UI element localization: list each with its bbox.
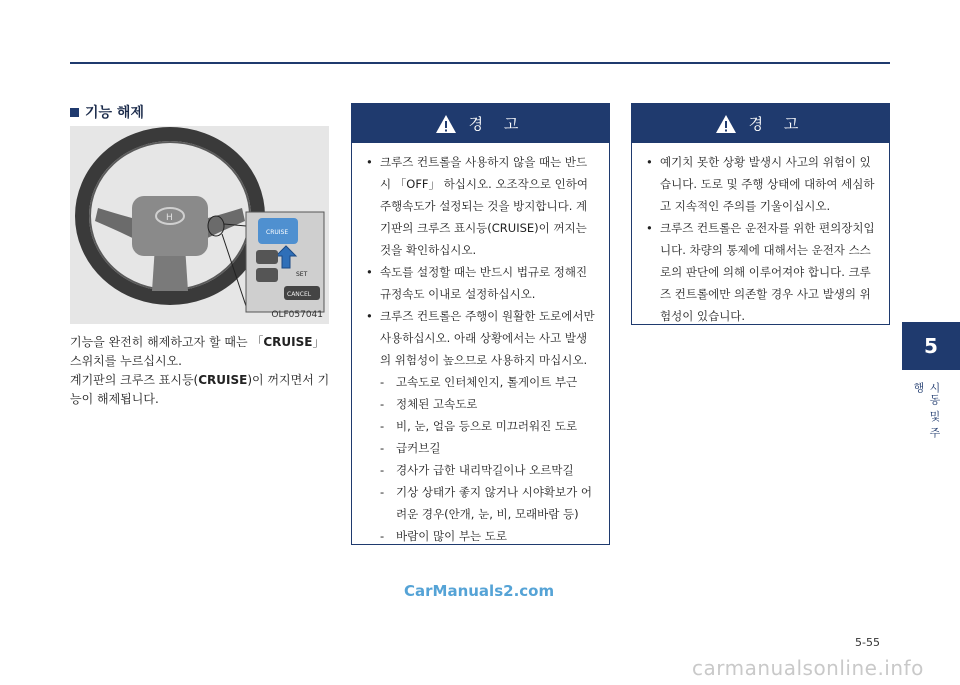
warning-header-1 xyxy=(352,104,609,143)
warning-title-2: 경 고 xyxy=(748,115,807,133)
body-paragraph-2: 계기판의 크루즈 표시등(CRUISE)이 꺼지면서 기능이 해제됩니다. xyxy=(70,373,330,406)
warning-triangle-icon xyxy=(715,114,737,134)
situation-item: - 기상 상태가 좋지 않거나 시야확보가 어려운 경우(안개, 눈, 비, 모래바람 등) xyxy=(380,481,597,525)
warning-item: • 속도를 설정할 때는 반드시 법규로 정해진 규정속도 이내로 설정하십시오. xyxy=(366,261,597,305)
warning-item: • 크루즈 컨트롤은 운전자를 위한 편의장치입니다. 차량의 통제에 대해서는 운전자 스스로의 판단에 의해 이루어져야 합니다. 크루즈 컨트롤에만 의존할 경우 사고 발생의 위험성이 있습니다. xyxy=(646,217,877,327)
section-title: 기능 해제 xyxy=(85,105,144,121)
body-paragraph-1: 기능을 완전히 해제하고자 할 때는 「CRUISE」 스위치를 누르십시오. xyxy=(70,335,325,368)
section-heading xyxy=(70,102,144,122)
warning-item: • 크루즈 컨트롤은 주행이 원활한 도로에서만 사용하십시오. 아래 상황에서는 사고 발생의 위험성이 높으므로 사용하지 마십시오. - 고속도로 인터체인지, 톨게이트 부근 - 정체된 고속도로 - 비, 눈, 얼음 등으로 미끄러워진 도로 - 급커브길 - 경사가 급한 내리막길이나 오르막길 - 기상 상태가 좋지 않거나 시야확보가 어려운 경우(안개, 눈, 비, 모래바람 등) - 바람이 많이 부는 도로 xyxy=(366,305,597,547)
body-text xyxy=(70,333,332,409)
warning-item: • 예기치 못한 상황 발생시 사고의 위험이 있습니다. 도로 및 주행 상태에 대하여 세심하고 지속적인 주의를 기울이십시오. xyxy=(646,151,877,217)
situation-item: - 바람이 많이 부는 도로 xyxy=(380,525,597,547)
chapter-label: 시동 및 주행 xyxy=(912,382,941,439)
header-rule xyxy=(70,62,890,64)
chapter-number: 5 xyxy=(924,334,938,358)
warning-title-1: 경 고 xyxy=(468,115,527,133)
situation-item: - 비, 눈, 얼음 등으로 미끄러워진 도로 xyxy=(380,415,597,437)
figure-set-label: SET xyxy=(296,271,308,278)
watermark-link[interactable]: CarManuals2.com xyxy=(404,582,555,600)
warning-triangle-icon xyxy=(435,114,457,134)
warning-item: • 크루즈 컨트롤을 사용하지 않을 때는 반드시 「OFF」 하십시오. 오조작으로 인하여 주행속도가 설정되는 것을 방지합니다. 계기판의 크루즈 표시등(CRUISE)이 꺼지는 것을 확인하십시오. xyxy=(366,151,597,261)
situation-item: - 경사가 급한 내리막길이나 오르막길 xyxy=(380,459,597,481)
figure-code: OLF057041 xyxy=(271,310,323,320)
figure-cruise-label: CRUISE xyxy=(266,229,289,236)
warning-header-2 xyxy=(632,104,889,143)
situation-item: - 정체된 고속도로 xyxy=(380,393,597,415)
situation-item: - 급커브길 xyxy=(380,437,597,459)
warning-list-2 xyxy=(632,143,889,337)
svg-text:H: H xyxy=(166,213,173,223)
situation-list xyxy=(380,371,597,547)
figure-cancel-label: CANCEL xyxy=(287,291,312,298)
site-watermark: carmanualsonline.info xyxy=(692,656,924,680)
warning-box-2 xyxy=(631,103,890,325)
warning-list-1 xyxy=(352,143,609,557)
warning-box-1 xyxy=(351,103,610,545)
page-number: 5-55 xyxy=(855,636,880,649)
situation-item: - 고속도로 인터체인지, 톨게이트 부근 xyxy=(380,371,597,393)
steering-wheel-figure xyxy=(70,126,329,324)
square-bullet-icon xyxy=(70,108,79,117)
steering-wheel-illustration xyxy=(70,126,329,324)
chapter-tab[interactable] xyxy=(902,322,960,370)
